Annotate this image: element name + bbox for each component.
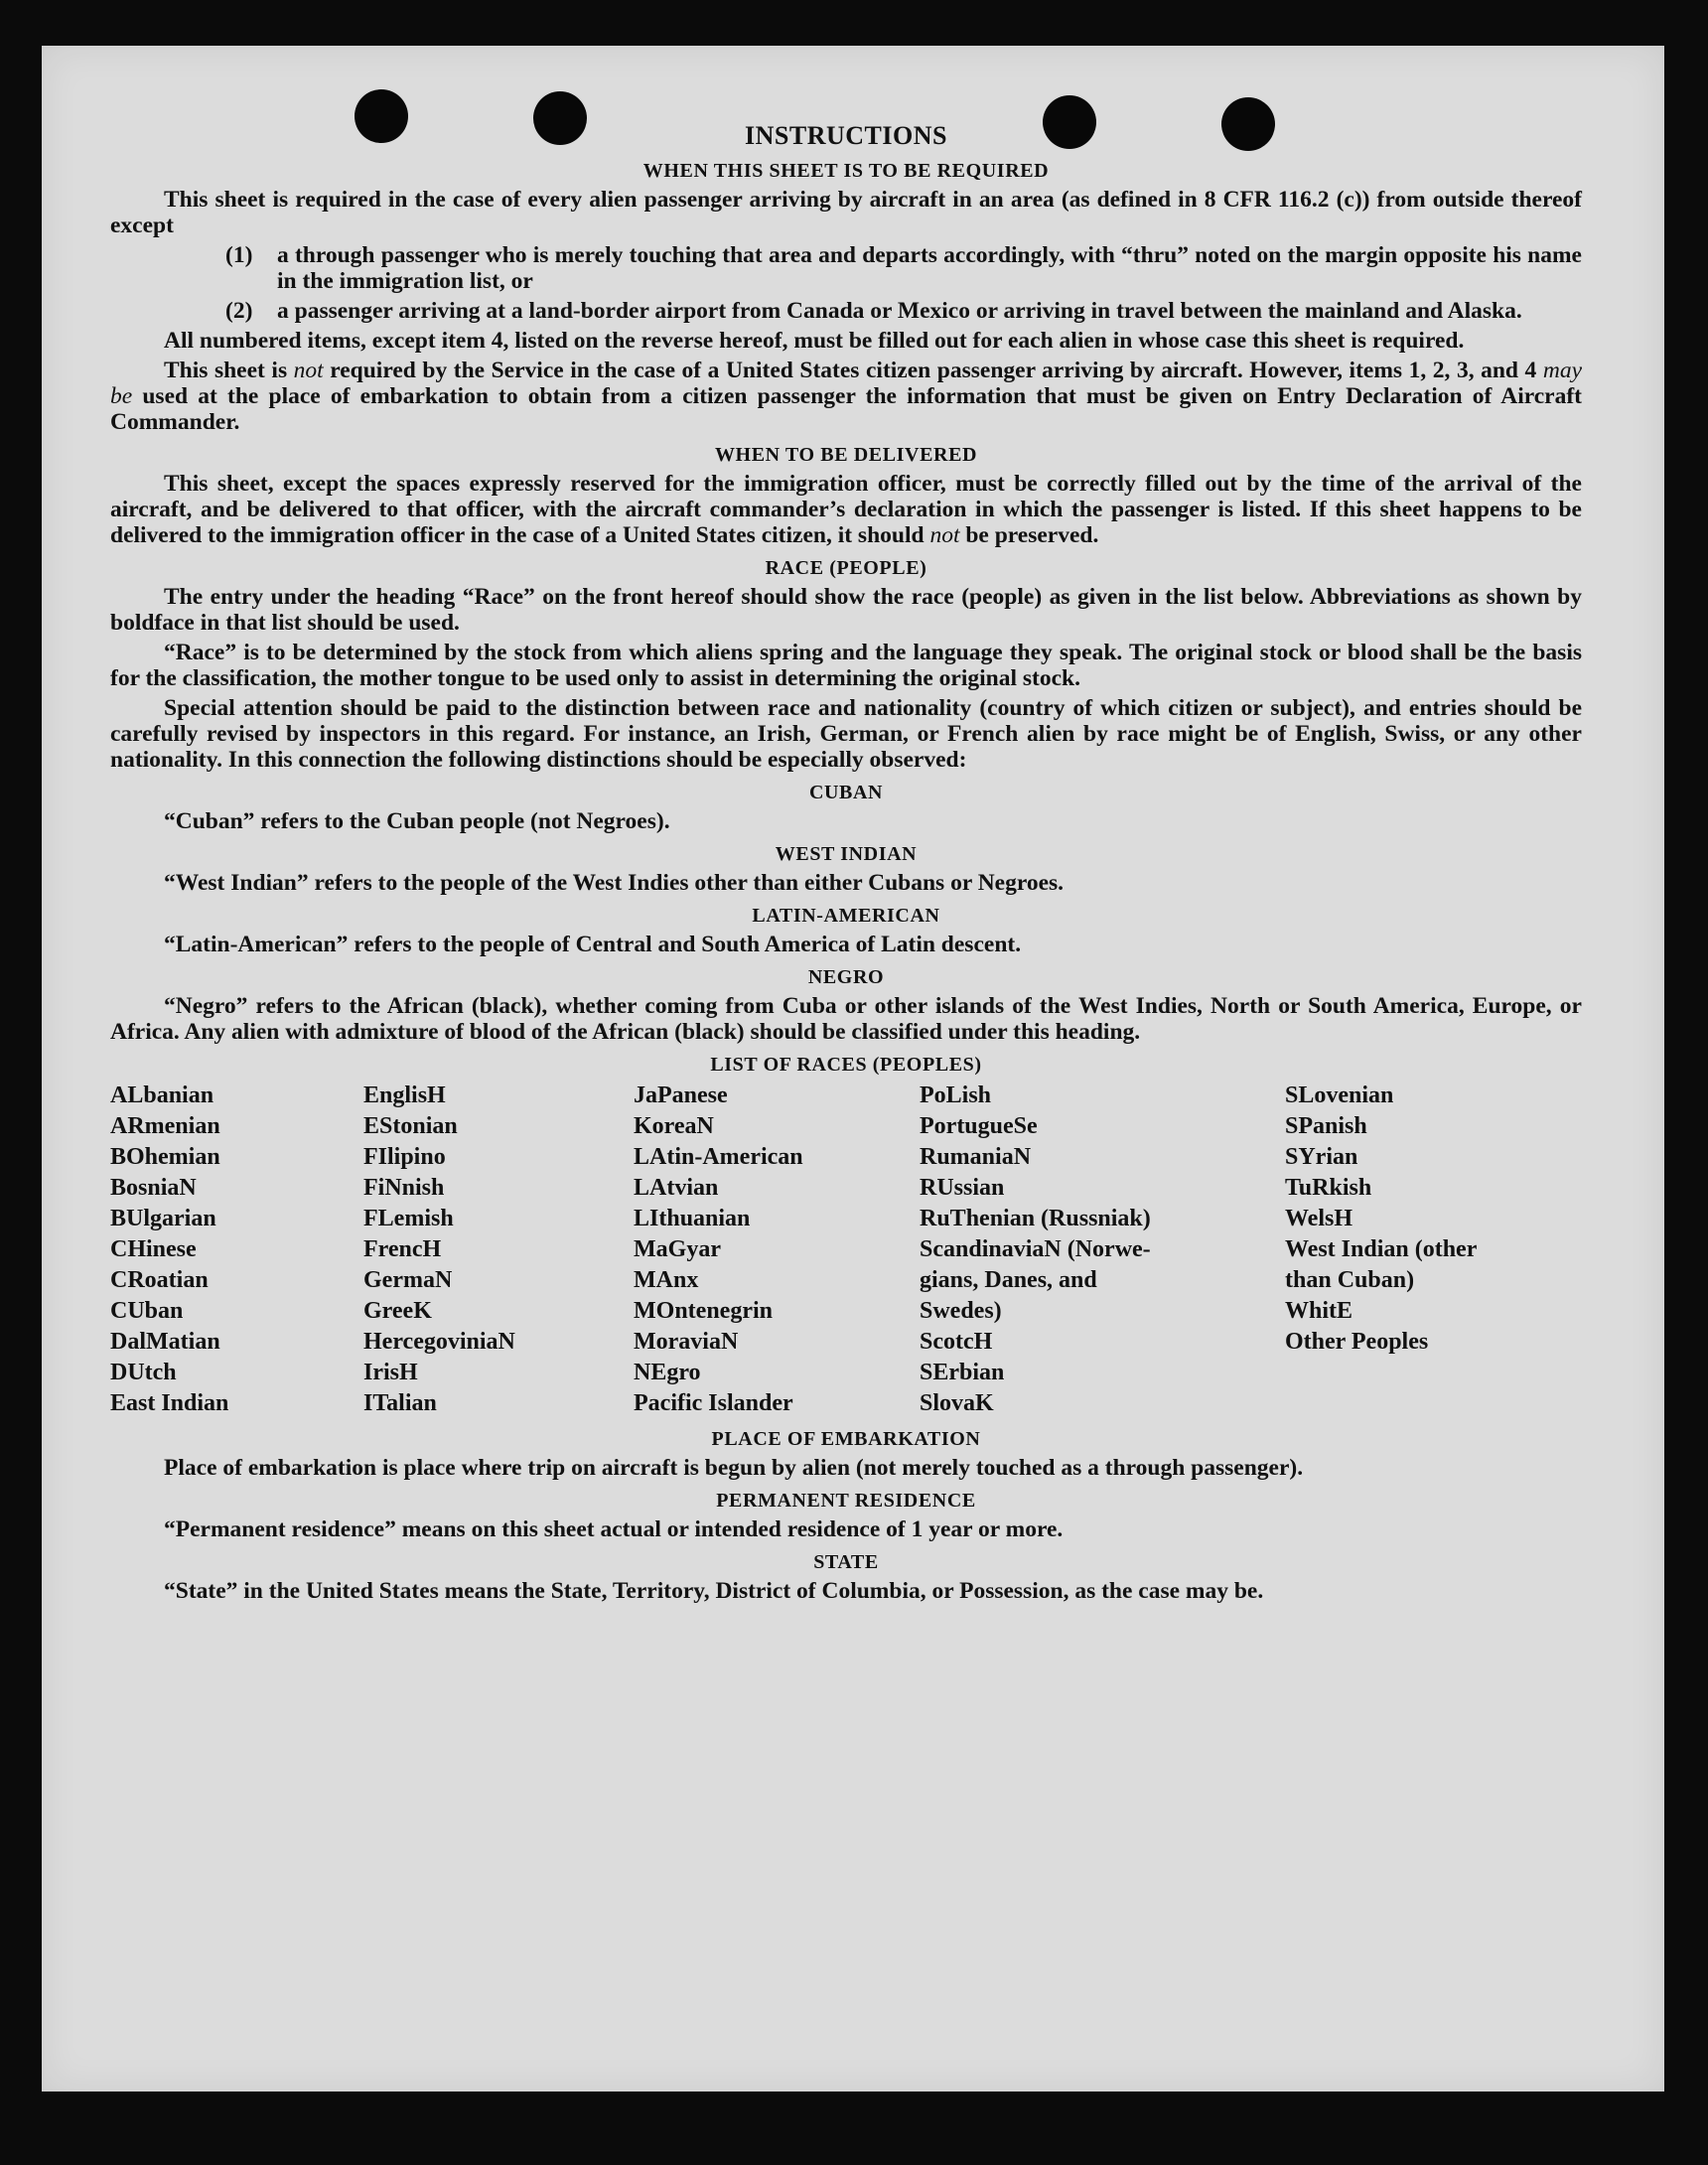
section-heading: CUBAN (808, 782, 884, 803)
race-entry: East Indian (110, 1390, 229, 1416)
race-entry: NEgro (634, 1360, 701, 1385)
race-entry: SPanish (1285, 1113, 1367, 1139)
item-number: (1) (225, 242, 253, 268)
paragraph: “State” in the United States means the State, Territory, District of Columbia, or Possession, as the case may be. (164, 1578, 1264, 1604)
race-list (110, 1081, 1582, 1419)
race-entry: FIlipino (363, 1144, 446, 1170)
race-entry: SLovenian (1285, 1082, 1394, 1108)
paragraph: This sheet, except the spaces expressly reserved for the immigration officer, must be correctly filled out by the time of the arrival of the aircraft, and be delivered to that officer, with the aircraft commander’s declaration in which the passenger is listed. If this sheet happens to be delivered to the immigration officer in the case of a United States citizen, it should not be preserved. (110, 471, 1582, 548)
paragraph: “Race” is to be determined by the stock from which aliens spring and the language they speak. The original stock or blood shall be the basis for the classification, the mother tongue to be used only to assist in determining the original stock. (110, 640, 1582, 691)
paragraph: This sheet is required in the case of every alien passenger arriving by aircraft in an area (as defined in 8 CFR 116.2 (c)) from outside thereof except (110, 187, 1582, 238)
section-heading: NEGRO (807, 966, 885, 988)
race-entry: SYrian (1285, 1144, 1358, 1170)
race-entry: BosniaN (110, 1175, 197, 1201)
race-entry: FrencH (363, 1236, 442, 1262)
race-entry: SlovaK (920, 1390, 994, 1416)
race-entry: FLemish (363, 1206, 454, 1231)
race-entry: IrisH (363, 1360, 418, 1385)
item-text: a passenger arriving at a land-border airport from Canada or Mexico or arriving in travel between the mainland and Alaska. (277, 298, 1522, 324)
race-entry: Pacific Islander (634, 1390, 793, 1416)
race-entry: PortugueSe (920, 1113, 1038, 1139)
paragraph: “Negro” refers to the African (black), whether coming from Cuba or other islands of the West Indies, North or South America, Europe, or Africa. Any alien with admixture of blood of the African (black) should be classified under this heading. (110, 993, 1582, 1045)
paragraph: This sheet is not required by the Service in the case of a United States citizen passenger arriving by aircraft. However, items 1, 2, 3, and 4 may be used at the place of embarkation to obtain from a citizen passenger the information that must be given on Entry Declaration of Aircraft Commander. (110, 358, 1582, 435)
race-entry: CRoatian (110, 1267, 209, 1293)
race-entry: PoLish (920, 1082, 992, 1108)
list-item (110, 298, 1582, 324)
instructions-content (110, 117, 1582, 1608)
item-text: a through passenger who is merely touching that area and departs accordingly, with “thru” noted on the margin opposite his name in the immigration list, or (277, 242, 1582, 294)
race-entry: BOhemian (110, 1144, 220, 1170)
race-entry: EnglisH (363, 1082, 446, 1108)
race-entry: RumaniaN (920, 1144, 1032, 1170)
paragraph: Place of embarkation is place where trip on aircraft is begun by alien (not merely touched as a through passenger). (164, 1455, 1304, 1481)
section-heading: WHEN TO BE DELIVERED (714, 444, 978, 466)
item-number: (2) (225, 298, 253, 324)
race-entry: CUban (110, 1298, 184, 1324)
race-entry: GermaN (363, 1267, 453, 1293)
race-entry: ScandinaviaN (Norwe- (920, 1236, 1151, 1262)
race-entry: SErbian (920, 1360, 1005, 1385)
section-heading: LIST OF RACES (PEOPLES) (710, 1054, 982, 1076)
paragraph: Special attention should be paid to the distinction between race and nationality (country of which citizen or subject), and entries should be carefully revised by inspectors in this regard. For instance, an Irish, German, or French alien by race might be of English, Swiss, or any other nationality. In this connection the following distinctions should be especially observed: (110, 695, 1582, 773)
section-heading: LATIN-AMERICAN (752, 905, 940, 927)
race-entry: DUtch (110, 1360, 177, 1385)
section-heading: PERMANENT RESIDENCE (716, 1490, 976, 1512)
race-entry: LAtin-American (634, 1144, 803, 1170)
section-heading: WHEN THIS SHEET IS TO BE REQUIRED (642, 160, 1050, 182)
race-entry: MAnx (634, 1267, 699, 1293)
section-heading: STATE (813, 1551, 879, 1573)
section-heading: PLACE OF EMBARKATION (711, 1428, 981, 1450)
race-entry: RuThenian (Russniak) (920, 1206, 1151, 1231)
race-column (634, 1081, 920, 1419)
paragraph: “Latin-American” refers to the people of Central and South America of Latin descent. (164, 932, 1022, 957)
race-entry: WhitE (1285, 1298, 1353, 1324)
race-entry: KoreaN (634, 1113, 714, 1139)
race-entry: Other Peoples (1285, 1329, 1429, 1355)
section-heading: WEST INDIAN (775, 843, 918, 865)
race-entry: ARmenian (110, 1113, 220, 1139)
race-column (110, 1081, 363, 1419)
paragraph: “Permanent residence” means on this sheet actual or intended residence of 1 year or more. (164, 1516, 1064, 1542)
race-entry: ALbanian (110, 1082, 214, 1108)
paragraph: “Cuban” refers to the Cuban people (not Negroes). (164, 808, 670, 834)
race-column (1285, 1081, 1582, 1419)
race-entry: CHinese (110, 1236, 197, 1262)
race-entry: JaPanese (634, 1082, 728, 1108)
race-entry: EStonian (363, 1113, 458, 1139)
race-entry: LAtvian (634, 1175, 719, 1201)
race-entry: ScotcH (920, 1329, 993, 1355)
race-entry: RUssian (920, 1175, 1005, 1201)
race-entry: MaGyar (634, 1236, 721, 1262)
race-entry: ITalian (363, 1390, 437, 1416)
page-title: INSTRUCTIONS (745, 121, 947, 150)
race-entry: FiNnish (363, 1175, 445, 1201)
list-item (110, 242, 1582, 294)
race-entry: WelsH (1285, 1206, 1353, 1231)
race-entry: Swedes) (920, 1298, 1002, 1324)
race-entry: LIthuanian (634, 1206, 751, 1231)
race-entry: BUlgarian (110, 1206, 216, 1231)
race-entry: than Cuban) (1285, 1267, 1415, 1293)
race-entry: GreeK (363, 1298, 432, 1324)
paragraph: All numbered items, except item 4, listed on the reverse hereof, must be filled out for each alien in whose case this sheet is required. (164, 328, 1465, 354)
section-heading: RACE (PEOPLE) (765, 557, 927, 579)
race-entry: MOntenegrin (634, 1298, 773, 1324)
race-entry: DalMatian (110, 1329, 220, 1355)
paragraph: “West Indian” refers to the people of the West Indies other than either Cubans or Negroes. (164, 870, 1065, 896)
race-entry: West Indian (other (1285, 1236, 1478, 1262)
race-entry: TuRkish (1285, 1175, 1372, 1201)
race-entry: HercegoviniaN (363, 1329, 515, 1355)
race-column (363, 1081, 634, 1419)
race-column (920, 1081, 1285, 1419)
paragraph: The entry under the heading “Race” on the front hereof should show the race (people) as given in the list below. Abbreviations as shown by boldface in that list should be used. (110, 584, 1582, 636)
race-entry: gians, Danes, and (920, 1267, 1097, 1293)
race-entry: MoraviaN (634, 1329, 739, 1355)
